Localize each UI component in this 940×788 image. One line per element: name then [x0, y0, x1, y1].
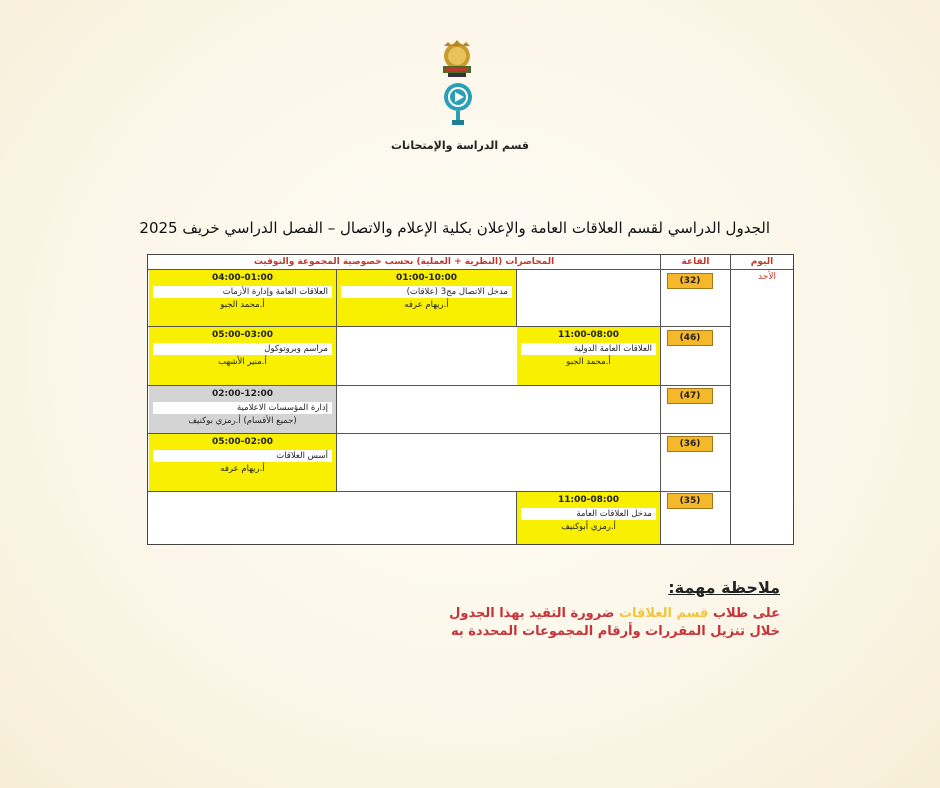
- session-course: مدخل العلاقات العامة: [521, 508, 656, 520]
- session-cell: [149, 434, 336, 491]
- session-course: أسس العلاقات: [153, 450, 332, 462]
- session-time: 01:00-10:00: [395, 273, 458, 283]
- session-cell: [517, 492, 660, 544]
- session-course: العلاقات العامة الدولية: [521, 343, 656, 355]
- university-crest-icon: [436, 38, 478, 80]
- session-professor: أ.ريهام عرفه: [220, 464, 265, 474]
- session-cell: [149, 270, 336, 326]
- faculty-logo-icon: [443, 82, 473, 128]
- session-cell: [149, 386, 336, 433]
- session-time: 05:00-02:00: [211, 437, 274, 447]
- room-badge: (32): [667, 273, 713, 289]
- session-time: 05:00-03:00: [211, 330, 274, 340]
- session-professor: (جميع الأقسام) أ.رمزي بوكنيف: [188, 416, 297, 426]
- session-cell: [149, 327, 336, 385]
- session-course: مدخل الاتصال مج3 (علاقات): [341, 286, 512, 298]
- session-professor: أ.رمزي أبوكنيف: [561, 522, 616, 532]
- session-cell: [337, 270, 516, 326]
- session-professor: أ.محمد الجبو: [566, 357, 611, 367]
- room-badge: (36): [667, 436, 713, 452]
- schedule-table: [147, 254, 794, 545]
- session-professor: أ.محمد الجبو: [220, 300, 265, 310]
- session-cell: [517, 327, 660, 385]
- room-badge: (47): [667, 388, 713, 404]
- header-day: اليوم: [750, 257, 774, 267]
- note-line-1: [400, 606, 780, 621]
- department-name: قسم الدراسة والإمتحانات: [391, 139, 529, 152]
- session-course: العلاقات العامة وإدارة الأزمات: [153, 286, 332, 298]
- note-title: ملاحظة مهمة:: [668, 578, 780, 597]
- note-line-1-suffix: ضرورة التقيد بهذا الجدول: [449, 606, 615, 621]
- session-professor: أ.ريهام عرفه: [404, 300, 449, 310]
- session-time: 02:00-12:00: [211, 389, 274, 399]
- day-label: الأحد: [758, 272, 776, 282]
- session-time: 04:00-01:00: [211, 273, 274, 283]
- note-line-2: خلال تنزيل المقررات وأرقام المجموعات المحددة به: [450, 624, 780, 639]
- header-lectures: المحاضرات (النظرية + العملية) بحسب خصوصية المجموعة والتوقيت: [253, 257, 555, 267]
- session-professor: أ.منير الأشهب: [218, 357, 267, 367]
- note-highlight: قسم العلاقات: [618, 606, 709, 621]
- room-badge: (35): [667, 493, 713, 509]
- session-course: مراسم وبروتوكول: [153, 343, 332, 355]
- session-time: 11:00-08:00: [557, 495, 620, 505]
- room-badge: (46): [667, 330, 713, 346]
- session-time: 11:00-08:00: [557, 330, 620, 340]
- note-line-1-prefix: على طلاب: [712, 606, 780, 621]
- session-course: إدارة المؤسسات الاعلامية: [153, 402, 332, 414]
- page-title: الجدول الدراسي لقسم العلاقات العامة والإعلان بكلية الإعلام والاتصال – الفصل الدراسي خريف 2025: [139, 219, 770, 237]
- header-room: القاعة: [681, 257, 710, 267]
